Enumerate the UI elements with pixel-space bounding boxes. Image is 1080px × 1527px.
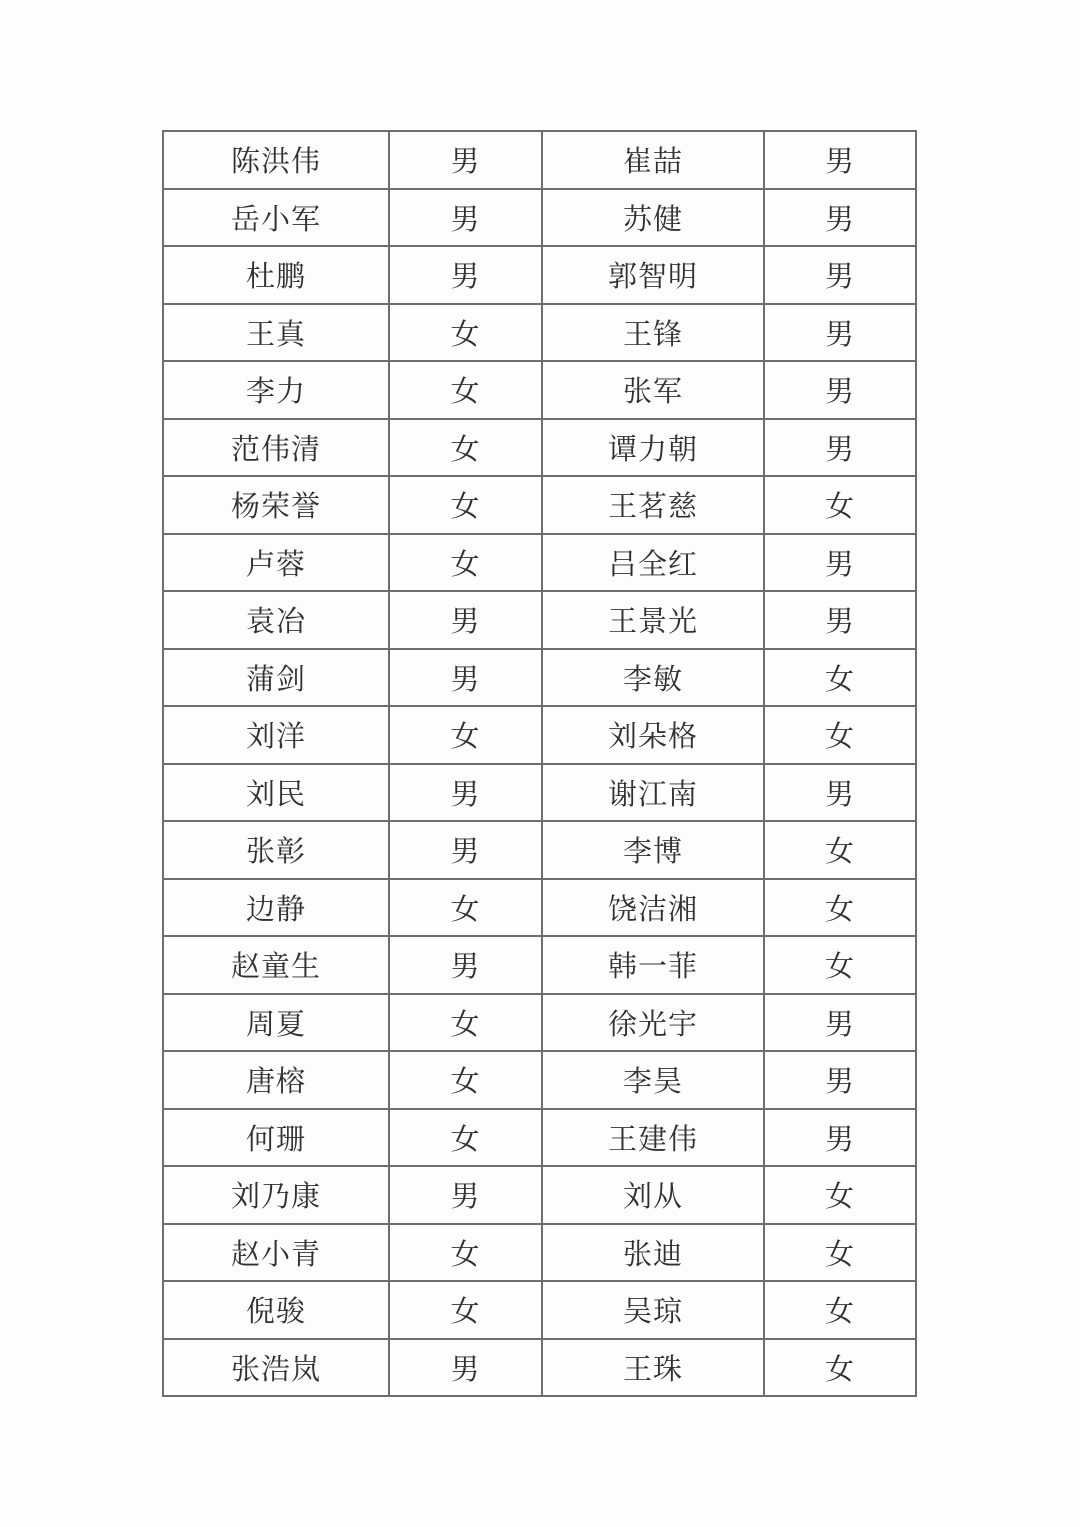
table-row <box>163 304 916 362</box>
name-cell-right: 王茗慈 <box>542 476 764 534</box>
gender-cell-right: 男 <box>764 764 916 822</box>
name-cell-right: 饶洁湘 <box>542 879 764 937</box>
gender-cell-right: 男 <box>764 131 916 189</box>
table-row <box>163 1109 916 1167</box>
name-cell-left: 刘乃康 <box>163 1166 389 1224</box>
name-cell-left: 刘民 <box>163 764 389 822</box>
name-cell-left: 蒲剑 <box>163 649 389 707</box>
name-cell-left: 卢蓉 <box>163 534 389 592</box>
table-row <box>163 1166 916 1224</box>
gender-cell-right: 女 <box>764 879 916 937</box>
name-cell-right: 刘从 <box>542 1166 764 1224</box>
table-row <box>163 361 916 419</box>
name-cell-left: 唐榕 <box>163 1051 389 1109</box>
gender-cell-left: 女 <box>389 706 542 764</box>
name-cell-right: 李昊 <box>542 1051 764 1109</box>
name-cell-left: 周夏 <box>163 994 389 1052</box>
gender-cell-right: 女 <box>764 706 916 764</box>
name-cell-left: 杨荣誉 <box>163 476 389 534</box>
gender-cell-left: 女 <box>389 534 542 592</box>
gender-cell-right: 男 <box>764 1109 916 1167</box>
name-cell-right: 张军 <box>542 361 764 419</box>
name-cell-left: 张浩岚 <box>163 1339 389 1397</box>
gender-cell-left: 女 <box>389 1051 542 1109</box>
table-row <box>163 706 916 764</box>
name-cell-right: 吕全红 <box>542 534 764 592</box>
table-row <box>163 1224 916 1282</box>
gender-cell-left: 女 <box>389 994 542 1052</box>
name-cell-left: 何珊 <box>163 1109 389 1167</box>
gender-cell-left: 男 <box>389 131 542 189</box>
name-cell-right: 王锋 <box>542 304 764 362</box>
gender-cell-right: 男 <box>764 189 916 247</box>
name-cell-left: 杜鹏 <box>163 246 389 304</box>
name-cell-left: 岳小军 <box>163 189 389 247</box>
gender-cell-right: 女 <box>764 649 916 707</box>
roster-table-body <box>163 131 916 1396</box>
name-cell-right: 王珠 <box>542 1339 764 1397</box>
table-row <box>163 821 916 879</box>
table-row <box>163 591 916 649</box>
gender-cell-left: 男 <box>389 649 542 707</box>
gender-cell-left: 男 <box>389 246 542 304</box>
gender-cell-right: 女 <box>764 936 916 994</box>
gender-cell-left: 男 <box>389 189 542 247</box>
name-cell-right: 吴琼 <box>542 1281 764 1339</box>
gender-cell-right: 男 <box>764 419 916 477</box>
name-cell-right: 崔喆 <box>542 131 764 189</box>
name-cell-left: 赵童生 <box>163 936 389 994</box>
table-row <box>163 419 916 477</box>
name-cell-right: 王景光 <box>542 591 764 649</box>
roster-table <box>162 130 917 1397</box>
name-cell-left: 范伟清 <box>163 419 389 477</box>
name-cell-right: 郭智明 <box>542 246 764 304</box>
table-row <box>163 649 916 707</box>
name-cell-left: 王真 <box>163 304 389 362</box>
gender-cell-right: 女 <box>764 821 916 879</box>
name-cell-left: 袁冶 <box>163 591 389 649</box>
table-row <box>163 936 916 994</box>
gender-cell-right: 女 <box>764 1281 916 1339</box>
table-row <box>163 1281 916 1339</box>
name-cell-right: 刘朵格 <box>542 706 764 764</box>
gender-cell-right: 男 <box>764 1051 916 1109</box>
name-cell-right: 韩一菲 <box>542 936 764 994</box>
name-cell-left: 倪骏 <box>163 1281 389 1339</box>
table-row <box>163 189 916 247</box>
gender-cell-right: 女 <box>764 1166 916 1224</box>
gender-cell-right: 男 <box>764 246 916 304</box>
gender-cell-left: 女 <box>389 419 542 477</box>
gender-cell-left: 男 <box>389 591 542 649</box>
gender-cell-left: 女 <box>389 304 542 362</box>
gender-cell-right: 男 <box>764 361 916 419</box>
table-row <box>163 534 916 592</box>
name-cell-left: 赵小青 <box>163 1224 389 1282</box>
gender-cell-right: 女 <box>764 1224 916 1282</box>
gender-cell-right: 男 <box>764 994 916 1052</box>
gender-cell-right: 女 <box>764 476 916 534</box>
name-cell-left: 刘洋 <box>163 706 389 764</box>
gender-cell-left: 女 <box>389 1224 542 1282</box>
name-cell-left: 张彰 <box>163 821 389 879</box>
gender-cell-left: 男 <box>389 1166 542 1224</box>
gender-cell-left: 男 <box>389 764 542 822</box>
gender-cell-right: 男 <box>764 534 916 592</box>
name-cell-right: 谭力朝 <box>542 419 764 477</box>
gender-cell-left: 女 <box>389 361 542 419</box>
table-row <box>163 994 916 1052</box>
table-row <box>163 1339 916 1397</box>
gender-cell-left: 女 <box>389 476 542 534</box>
gender-cell-right: 女 <box>764 1339 916 1397</box>
name-cell-right: 苏健 <box>542 189 764 247</box>
table-row <box>163 1051 916 1109</box>
name-cell-right: 李敏 <box>542 649 764 707</box>
table-row <box>163 879 916 937</box>
table-row <box>163 246 916 304</box>
table-row <box>163 476 916 534</box>
name-cell-left: 李力 <box>163 361 389 419</box>
name-cell-right: 李博 <box>542 821 764 879</box>
table-row <box>163 764 916 822</box>
gender-cell-left: 女 <box>389 1109 542 1167</box>
gender-cell-left: 女 <box>389 879 542 937</box>
name-cell-right: 谢江南 <box>542 764 764 822</box>
name-cell-right: 张迪 <box>542 1224 764 1282</box>
table-row <box>163 131 916 189</box>
name-cell-left: 陈洪伟 <box>163 131 389 189</box>
name-cell-right: 王建伟 <box>542 1109 764 1167</box>
gender-cell-left: 男 <box>389 821 542 879</box>
gender-cell-left: 男 <box>389 1339 542 1397</box>
name-cell-left: 边静 <box>163 879 389 937</box>
gender-cell-right: 男 <box>764 304 916 362</box>
gender-cell-left: 男 <box>389 936 542 994</box>
gender-cell-left: 女 <box>389 1281 542 1339</box>
name-cell-right: 徐光宇 <box>542 994 764 1052</box>
gender-cell-right: 男 <box>764 591 916 649</box>
